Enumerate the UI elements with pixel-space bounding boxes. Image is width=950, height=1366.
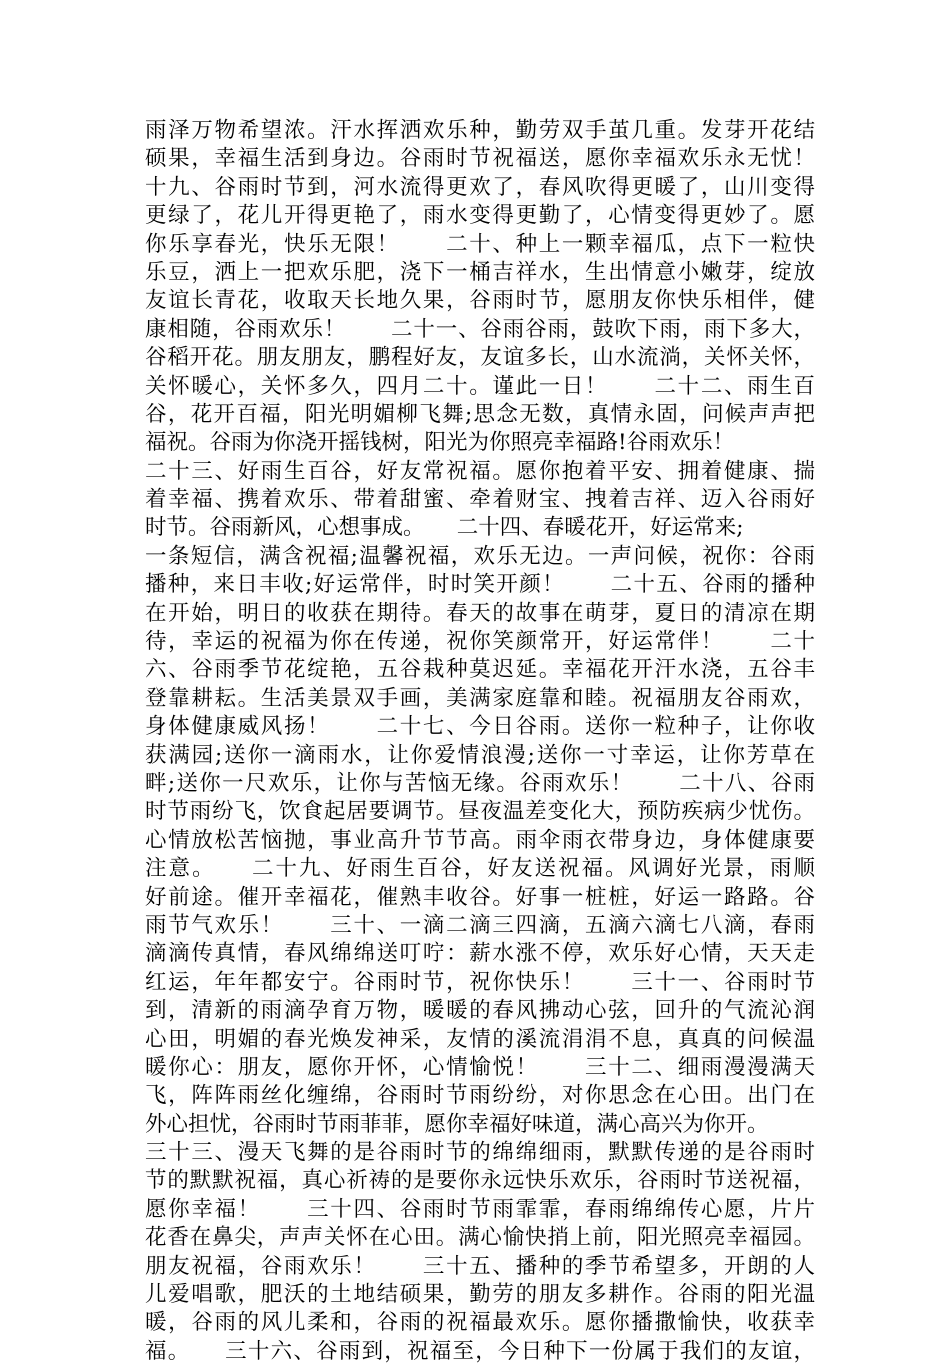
- text-line: 畔;送你一尺欢乐，让你与苦恼无缘。谷雨欢乐！ 二十八、谷雨: [145, 770, 815, 796]
- text-line: 暖你心：朋友，愿你开怀，心情愉悦！ 三十二、细雨漫漫满天: [145, 1054, 815, 1080]
- text-line: 雨节气欢乐！ 三十、一滴二滴三四滴，五滴六滴七八滴，春雨: [145, 912, 815, 938]
- text-line: 愿你幸福！ 三十四、谷雨时节雨霏霏，春雨绵绵传心愿，片片: [145, 1196, 815, 1222]
- text-line: 红运，年年都安宁。谷雨时节，祝你快乐！ 三十一、谷雨时节: [145, 969, 815, 995]
- text-line: 心田，明媚的春光焕发神采，友情的溪流涓涓不息，真真的问候温: [145, 1026, 815, 1052]
- text-line: 你乐享春光，快乐无限！ 二十、种上一颗幸福瓜，点下一粒快: [145, 231, 815, 257]
- text-line: 谷，花开百福，阳光明媚柳飞舞;思念无数，真情永固，问候声声把: [145, 401, 815, 427]
- text-line: 福祝。谷雨为你浇开摇钱树，阳光为你照亮幸福路!谷雨欢乐！: [145, 430, 735, 456]
- text-line: 朋友祝福，谷雨欢乐！ 三十五、播种的季节希望多，开朗的人: [145, 1253, 815, 1279]
- body-text: [145, 117, 815, 1366]
- text-line: 福。 三十六、谷雨到，祝福至，今日种下一份属于我们的友谊，: [145, 1338, 815, 1364]
- text-line: 六、谷雨季节花绽艳，五谷栽种莫迟延。幸福花开汗水浇，五谷丰: [145, 657, 815, 683]
- text-line: 外心担忧，谷雨时节雨菲菲，愿你幸福好味道，满心高兴为你开。: [145, 1111, 769, 1137]
- text-line: 获满园;送你一滴雨水，让你爱情浪漫;送你一寸幸运，让你芳草在: [145, 742, 815, 768]
- text-line: 登靠耕耘。生活美景双手画，美满家庭靠和睦。祝福朋友谷雨欢，: [145, 685, 815, 711]
- text-line: 关怀暖心，关怀多久，四月二十。谨此一日！ 二十二、雨生百: [145, 373, 815, 399]
- text-line: 滴滴传真情，春风绵绵送叮咛：薪水涨不停，欢乐好心情，天天走: [145, 941, 815, 967]
- text-line: 到，清新的雨滴孕育万物，暖暖的春风拂动心弦，回升的气流沁润: [145, 998, 815, 1024]
- text-line: 雨泽万物希望浓。汗水挥洒欢乐种，勤劳双手茧几重。发芽开花结: [145, 118, 815, 143]
- text-line: 儿爱唱歌，肥沃的土地结硕果，勤劳的朋友多耕作。谷雨的阳光温: [145, 1282, 815, 1308]
- text-line: 着幸福、携着欢乐、带着甜蜜、牵着财宝、拽着吉祥、迈入谷雨好: [145, 487, 815, 513]
- text-line: 硕果，幸福生活到身边。谷雨时节祝福送，愿你幸福欢乐永无忧！: [145, 146, 815, 172]
- text-line: 节的默默祝福，真心祈祷的是要你永远快乐欢乐，谷雨时节送祝福，: [145, 1168, 815, 1194]
- text-line: 播种，来日丰收;好运常伴，时时笑开颜！ 二十五、谷雨的播种: [145, 572, 815, 598]
- text-line: 十九、谷雨时节到，河水流得更欢了，春风吹得更暖了，山川变得: [145, 174, 815, 200]
- text-line: 注意。 二十九、好雨生百谷，好友送祝福。风调好光景，雨顺: [145, 856, 815, 882]
- text-line: 谷稻开花。朋友朋友，鹏程好友，友谊多长，山水流淌，关怀关怀，: [145, 345, 815, 371]
- text-line: 心情放松苦恼抛，事业高升节节高。雨伞雨衣带身边，身体健康要: [145, 827, 815, 853]
- text-line: 飞，阵阵雨丝化缠绵，谷雨时节雨纷纷，对你思念在心田。出门在: [145, 1083, 815, 1109]
- text-line: 一条短信，满含祝福;温馨祝福，欢乐无边。一声问候，祝你：谷雨: [145, 543, 815, 569]
- text-line: 更绿了，花儿开得更艳了，雨水变得更勤了，心情变得更妙了。愿: [145, 203, 815, 229]
- text-line: 在开始，明日的收获在期待。春天的故事在萌芽，夏日的清凉在期: [145, 600, 815, 626]
- text-line: 时节。谷雨新风，心想事成。 二十四、春暖花开，好运常来;: [145, 515, 744, 541]
- text-line: 暖，谷雨的风儿柔和，谷雨的祝福最欢乐。愿你播撒愉快，收获幸: [145, 1310, 815, 1336]
- text-line: 三十三、漫天飞舞的是谷雨时节的绵绵细雨，默默传递的是谷雨时: [145, 1140, 815, 1166]
- text-line: 时节雨纷飞，饮食起居要调节。昼夜温差变化大，预防疾病少忧伤。: [145, 799, 815, 825]
- text-line: 花香在鼻尖，声声关怀在心田。满心愉快捎上前，阳光照亮幸福园。: [145, 1225, 815, 1251]
- text-line: 身体健康威风扬！ 二十七、今日谷雨。送你一粒种子，让你收: [145, 714, 815, 740]
- text-line: 友谊长青花，收取天长地久果，谷雨时节，愿朋友你快乐相伴，健: [145, 288, 815, 314]
- text-line: 乐豆，洒上一把欢乐肥，浇下一桶吉祥水，生出情意小嫩芽，绽放: [145, 259, 815, 285]
- text-line: 待，幸运的祝福为你在传递，祝你笑颜常开，好运常伴！ 二十: [145, 629, 815, 655]
- text-line: 二十三、好雨生百谷，好友常祝福。愿你抱着平安、拥着健康、揣: [145, 458, 815, 484]
- text-line: 好前途。催开幸福花，催熟丰收谷。好事一桩桩，好运一路路。谷: [145, 884, 815, 910]
- text-line: 康相随，谷雨欢乐！ 二十一、谷雨谷雨，鼓吹下雨，雨下多大，: [145, 316, 815, 342]
